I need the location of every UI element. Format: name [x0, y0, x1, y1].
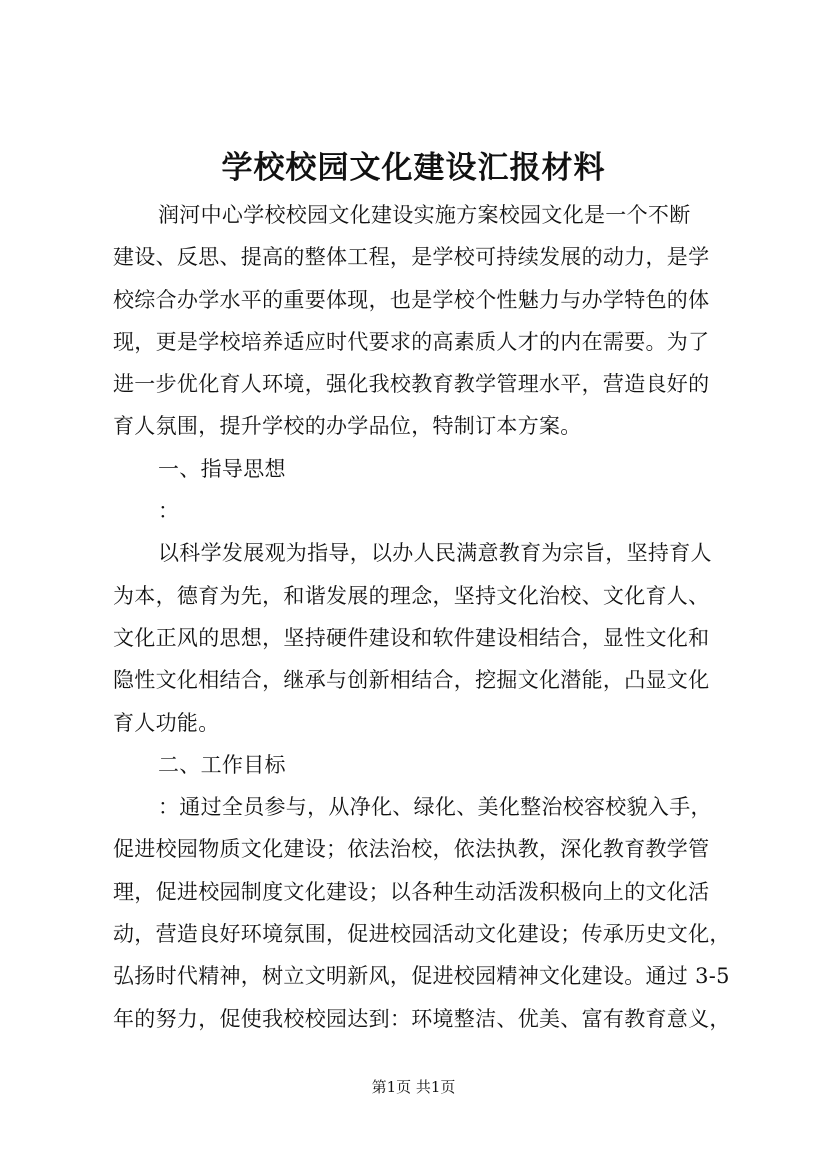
text-line: 隐性文化相结合，继承与创新相结合，挖掘文化潜能，凸显文化: [113, 668, 710, 693]
text-line: 年的努力，促使我校校园达到：环境整洁、优美、富有教育意义，: [113, 1006, 731, 1031]
text-line: 理，促进校园制度文化建设；以各种生动活泼积极向上的文化活: [113, 879, 710, 904]
section-heading: 二、工作目标: [158, 752, 286, 777]
document-title: 学校校园文化建设汇报材料: [221, 150, 606, 186]
text-line: ：: [158, 499, 180, 524]
text-line: 育人氛围，提升学校的办学品位，特制订本方案。: [113, 414, 582, 439]
text-line: 建设、反思、提高的整体工程，是学校可持续发展的动力，是学: [113, 245, 710, 270]
page-number-footer: 第1页 共1页: [371, 1078, 456, 1096]
text-line: 以科学发展观为指导，以办人民满意教育为宗旨，坚持育人: [158, 541, 712, 566]
text-line: 育人功能。: [113, 710, 220, 735]
text-line: 进一步优化育人环境，强化我校教育教学管理水平，营造良好的: [113, 372, 710, 397]
text-line: 弘扬时代精神，树立文明新风，促进校园精神文化建设。通过 3-5: [113, 964, 730, 989]
text-line: 文化正风的思想，坚持硬件建设和软件建设相结合，显性文化和: [113, 625, 710, 650]
text-line: ：通过全员参与，从净化、绿化、美化整治校容校貌入手，: [158, 795, 712, 820]
text-line: 现，更是学校培养适应时代要求的高素质人才的内在需要。为了: [113, 329, 710, 354]
text-line: 润河中心学校校园文化建设实施方案校园文化是一个不断: [158, 203, 691, 227]
section-heading: 一、指导思想: [158, 456, 286, 481]
text-line: 为本，德育为先，和谐发展的理念，坚持文化治校、文化育人、: [113, 583, 710, 608]
text-line: 动，营造良好环境氛围，促进校园活动文化建设；传承历史文化，: [113, 922, 731, 947]
text-line: 校综合办学水平的重要体现，也是学校个性魅力与办学特色的体: [113, 287, 710, 312]
text-line: 促进校园物质文化建设；依法治校，依法执教，深化教育教学管: [113, 837, 710, 862]
document-body: [113, 194, 733, 1040]
